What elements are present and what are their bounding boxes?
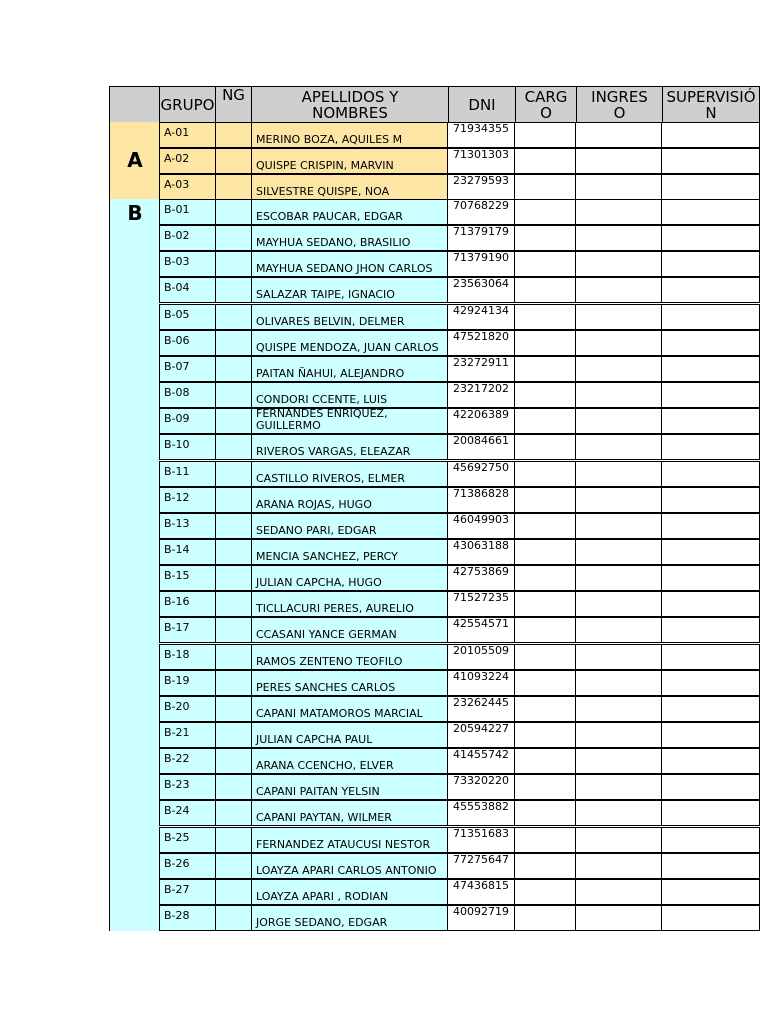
cell-dni: 23262445 bbox=[447, 696, 515, 722]
cell-code: B-07 bbox=[159, 356, 216, 382]
cell-cargo bbox=[514, 591, 576, 617]
cell-cargo bbox=[514, 722, 576, 748]
cell-name: PAITAN ÑAHUI, ALEJANDRO bbox=[251, 356, 448, 382]
cell-supervision bbox=[661, 225, 760, 251]
cell-supervision bbox=[661, 382, 760, 408]
cell-supervision bbox=[661, 696, 760, 722]
cell-cargo bbox=[514, 382, 576, 408]
cell-ng bbox=[215, 148, 252, 174]
cell-supervision bbox=[661, 487, 760, 513]
cell-dni: 20084661 bbox=[447, 434, 515, 460]
cell-code: B-10 bbox=[159, 434, 216, 460]
cell-name: ARANA CCENCHO, ELVER bbox=[251, 748, 448, 774]
cell-name: QUISPE MENDOZA, JUAN CARLOS bbox=[251, 330, 448, 356]
cell-supervision bbox=[661, 879, 760, 905]
header-cargo: CARGO bbox=[515, 86, 577, 123]
cell-ng bbox=[215, 644, 252, 670]
table-row bbox=[159, 644, 760, 670]
cell-ng bbox=[215, 487, 252, 513]
cell-name: ARANA ROJAS, HUGO bbox=[251, 487, 448, 513]
cell-cargo bbox=[514, 905, 576, 931]
header-ingreso: INGRESO bbox=[576, 86, 663, 123]
cell-code: B-03 bbox=[159, 251, 216, 277]
cell-name: JULIAN CAPCHA, HUGO bbox=[251, 565, 448, 591]
cell-ingreso bbox=[575, 565, 662, 591]
cell-dni: 71301303 bbox=[447, 148, 515, 174]
table-row bbox=[159, 356, 760, 382]
cell-dni: 73320220 bbox=[447, 774, 515, 800]
cell-ingreso bbox=[575, 696, 662, 722]
cell-cargo bbox=[514, 879, 576, 905]
cell-cargo bbox=[514, 174, 576, 200]
cell-name: MENCIA SANCHEZ, PERCY bbox=[251, 539, 448, 565]
cell-ingreso bbox=[575, 277, 662, 303]
cell-supervision bbox=[661, 644, 760, 670]
table-row bbox=[159, 513, 760, 539]
cell-ingreso bbox=[575, 722, 662, 748]
cell-ng bbox=[215, 304, 252, 330]
cell-dni: 71379179 bbox=[447, 225, 515, 251]
cell-dni: 71351683 bbox=[447, 827, 515, 853]
cell-name: RAMOS ZENTENO TEOFILO bbox=[251, 644, 448, 670]
header-supervision: SUPERVISIÓN bbox=[662, 86, 760, 123]
table-row bbox=[159, 539, 760, 565]
cell-supervision bbox=[661, 356, 760, 382]
cell-ng bbox=[215, 277, 252, 303]
header-ng: NG bbox=[215, 86, 252, 123]
cell-dni: 46049903 bbox=[447, 513, 515, 539]
cell-name: SEDANO PARI, EDGAR bbox=[251, 513, 448, 539]
table-row bbox=[159, 670, 760, 696]
cell-code: B-05 bbox=[159, 304, 216, 330]
cell-code: A-01 bbox=[159, 122, 216, 148]
cell-ng bbox=[215, 774, 252, 800]
cell-supervision bbox=[661, 434, 760, 460]
cell-ingreso bbox=[575, 461, 662, 487]
cell-dni: 71386828 bbox=[447, 487, 515, 513]
cell-name: MAYHUA SEDANO JHON CARLOS bbox=[251, 251, 448, 277]
cell-ingreso bbox=[575, 434, 662, 460]
cell-supervision bbox=[661, 174, 760, 200]
cell-ng bbox=[215, 696, 252, 722]
table-row bbox=[159, 434, 760, 460]
cell-ingreso bbox=[575, 225, 662, 251]
cell-ng bbox=[215, 356, 252, 382]
cell-name: ESCOBAR PAUCAR, EDGAR bbox=[251, 199, 448, 225]
cell-supervision bbox=[661, 513, 760, 539]
table-row bbox=[159, 853, 760, 879]
cell-cargo bbox=[514, 827, 576, 853]
table-row bbox=[159, 122, 760, 148]
cell-code: B-23 bbox=[159, 774, 216, 800]
cell-name: CONDORI CCENTE, LUIS bbox=[251, 382, 448, 408]
header-blank-cell bbox=[109, 86, 160, 123]
group-a-label: A bbox=[127, 148, 143, 172]
cell-ingreso bbox=[575, 774, 662, 800]
cell-ng bbox=[215, 722, 252, 748]
cell-name: JORGE SEDANO, EDGAR bbox=[251, 905, 448, 931]
cell-cargo bbox=[514, 225, 576, 251]
header-apellidos: APELLIDOS Y NOMBRES bbox=[251, 86, 449, 123]
cell-code: B-01 bbox=[159, 199, 216, 225]
cell-cargo bbox=[514, 774, 576, 800]
cell-supervision bbox=[661, 408, 760, 434]
cell-cargo bbox=[514, 800, 576, 826]
cell-supervision bbox=[661, 148, 760, 174]
table-row bbox=[159, 304, 760, 330]
cell-name: TICLLACURI PERES, AURELIO bbox=[251, 591, 448, 617]
cell-code: B-16 bbox=[159, 591, 216, 617]
cell-cargo bbox=[514, 617, 576, 643]
cell-dni: 70768229 bbox=[447, 199, 515, 225]
cell-ng bbox=[215, 251, 252, 277]
cell-ingreso bbox=[575, 644, 662, 670]
cell-ingreso bbox=[575, 251, 662, 277]
cell-ingreso bbox=[575, 487, 662, 513]
cell-cargo bbox=[514, 461, 576, 487]
cell-cargo bbox=[514, 696, 576, 722]
cell-code: B-14 bbox=[159, 539, 216, 565]
cell-supervision bbox=[661, 251, 760, 277]
table-row bbox=[159, 461, 760, 487]
cell-cargo bbox=[514, 644, 576, 670]
cell-ingreso bbox=[575, 408, 662, 434]
header-dni: DNI bbox=[448, 86, 516, 123]
cell-ingreso bbox=[575, 199, 662, 225]
cell-cargo bbox=[514, 539, 576, 565]
table-row bbox=[159, 905, 760, 931]
cell-code: B-22 bbox=[159, 748, 216, 774]
cell-dni: 20594227 bbox=[447, 722, 515, 748]
cell-dni: 40092719 bbox=[447, 905, 515, 931]
cell-dni: 42753869 bbox=[447, 565, 515, 591]
cell-supervision bbox=[661, 304, 760, 330]
cell-cargo bbox=[514, 408, 576, 434]
cell-cargo bbox=[514, 330, 576, 356]
cell-code: B-02 bbox=[159, 225, 216, 251]
cell-name: CAPANI PAITAN YELSIN bbox=[251, 774, 448, 800]
cell-dni: 41455742 bbox=[447, 748, 515, 774]
cell-code: B-25 bbox=[159, 827, 216, 853]
table-row bbox=[159, 199, 760, 225]
cell-supervision bbox=[661, 774, 760, 800]
cell-name: FERNANDES ENRIQUEZ, GUILLERMO bbox=[251, 408, 448, 434]
cell-ingreso bbox=[575, 330, 662, 356]
cell-ingreso bbox=[575, 879, 662, 905]
table-row bbox=[159, 174, 760, 200]
cell-supervision bbox=[661, 330, 760, 356]
cell-code: B-28 bbox=[159, 905, 216, 931]
cell-supervision bbox=[661, 199, 760, 225]
cell-supervision bbox=[661, 722, 760, 748]
cell-dni: 47521820 bbox=[447, 330, 515, 356]
cell-ng bbox=[215, 565, 252, 591]
cell-ingreso bbox=[575, 905, 662, 931]
cell-code: B-04 bbox=[159, 277, 216, 303]
table-row bbox=[159, 748, 760, 774]
cell-code: B-20 bbox=[159, 696, 216, 722]
cell-ingreso bbox=[575, 670, 662, 696]
cell-ingreso bbox=[575, 617, 662, 643]
cell-ng bbox=[215, 461, 252, 487]
cell-ng bbox=[215, 408, 252, 434]
table-row bbox=[159, 148, 760, 174]
table-row bbox=[159, 487, 760, 513]
cell-cargo bbox=[514, 487, 576, 513]
cell-dni: 42206389 bbox=[447, 408, 515, 434]
cell-ng bbox=[215, 800, 252, 826]
cell-ng bbox=[215, 539, 252, 565]
cell-dni: 45692750 bbox=[447, 461, 515, 487]
cell-cargo bbox=[514, 565, 576, 591]
cell-ng bbox=[215, 905, 252, 931]
group-b-band bbox=[109, 199, 160, 931]
cell-ingreso bbox=[575, 827, 662, 853]
cell-code: B-26 bbox=[159, 853, 216, 879]
table-row bbox=[159, 251, 760, 277]
cell-ingreso bbox=[575, 356, 662, 382]
cell-ng bbox=[215, 827, 252, 853]
cell-name: SALAZAR TAIPE, IGNACIO bbox=[251, 277, 448, 303]
cell-dni: 23272911 bbox=[447, 356, 515, 382]
cell-supervision bbox=[661, 905, 760, 931]
cell-name: JULIAN CAPCHA PAUL bbox=[251, 722, 448, 748]
cell-code: B-17 bbox=[159, 617, 216, 643]
cell-code: B-08 bbox=[159, 382, 216, 408]
cell-name: SILVESTRE QUISPE, NOA bbox=[251, 174, 448, 200]
cell-dni: 71934355 bbox=[447, 122, 515, 148]
cell-dni: 47436815 bbox=[447, 879, 515, 905]
cell-code: A-03 bbox=[159, 174, 216, 200]
cell-supervision bbox=[661, 461, 760, 487]
cell-cargo bbox=[514, 148, 576, 174]
cell-supervision bbox=[661, 670, 760, 696]
cell-ng bbox=[215, 513, 252, 539]
table-row bbox=[159, 827, 760, 853]
cell-code: B-27 bbox=[159, 879, 216, 905]
cell-ng bbox=[215, 853, 252, 879]
cell-cargo bbox=[514, 277, 576, 303]
cell-dni: 77275647 bbox=[447, 853, 515, 879]
table-row bbox=[159, 565, 760, 591]
cell-code: B-13 bbox=[159, 513, 216, 539]
cell-ng bbox=[215, 225, 252, 251]
cell-code: B-06 bbox=[159, 330, 216, 356]
cell-dni: 23279593 bbox=[447, 174, 515, 200]
cell-cargo bbox=[514, 356, 576, 382]
table-row bbox=[159, 382, 760, 408]
header-grupo: GRUPO bbox=[159, 86, 216, 123]
cell-name: CASTILLO RIVEROS, ELMER bbox=[251, 461, 448, 487]
table-row bbox=[159, 408, 760, 434]
cell-name: PERES SANCHES CARLOS bbox=[251, 670, 448, 696]
cell-name: MERINO BOZA, AQUILES M bbox=[251, 122, 448, 148]
cell-cargo bbox=[514, 513, 576, 539]
cell-name: RIVEROS VARGAS, ELEAZAR bbox=[251, 434, 448, 460]
cell-code: B-12 bbox=[159, 487, 216, 513]
cell-dni: 43063188 bbox=[447, 539, 515, 565]
table-row bbox=[159, 800, 760, 826]
cell-ingreso bbox=[575, 591, 662, 617]
cell-dni: 42924134 bbox=[447, 304, 515, 330]
table-row bbox=[159, 696, 760, 722]
cell-ingreso bbox=[575, 539, 662, 565]
cell-ng bbox=[215, 330, 252, 356]
cell-dni: 41093224 bbox=[447, 670, 515, 696]
cell-supervision bbox=[661, 617, 760, 643]
cell-ng bbox=[215, 174, 252, 200]
cell-name: OLIVARES BELVIN, DELMER bbox=[251, 304, 448, 330]
cell-dni: 23217202 bbox=[447, 382, 515, 408]
cell-supervision bbox=[661, 827, 760, 853]
table-row bbox=[159, 722, 760, 748]
cell-cargo bbox=[514, 199, 576, 225]
table-row bbox=[159, 879, 760, 905]
cell-ingreso bbox=[575, 513, 662, 539]
cell-code: B-19 bbox=[159, 670, 216, 696]
cell-cargo bbox=[514, 853, 576, 879]
cell-ng bbox=[215, 617, 252, 643]
cell-code: B-18 bbox=[159, 644, 216, 670]
cell-supervision bbox=[661, 853, 760, 879]
cell-dni: 71379190 bbox=[447, 251, 515, 277]
cell-dni: 42554571 bbox=[447, 617, 515, 643]
table-row bbox=[159, 591, 760, 617]
cell-name: MAYHUA SEDANO, BRASILIO bbox=[251, 225, 448, 251]
cell-cargo bbox=[514, 251, 576, 277]
cell-ng bbox=[215, 199, 252, 225]
cell-ingreso bbox=[575, 748, 662, 774]
table-row bbox=[159, 277, 760, 303]
cell-code: B-15 bbox=[159, 565, 216, 591]
cell-cargo bbox=[514, 434, 576, 460]
cell-supervision bbox=[661, 565, 760, 591]
cell-code: B-11 bbox=[159, 461, 216, 487]
cell-name: FERNANDEZ ATAUCUSI NESTOR bbox=[251, 827, 448, 853]
table-row bbox=[159, 774, 760, 800]
cell-ng bbox=[215, 591, 252, 617]
cell-name: LOAYZA APARI , RODIAN bbox=[251, 879, 448, 905]
cell-ng bbox=[215, 670, 252, 696]
cell-code: B-09 bbox=[159, 408, 216, 434]
cell-ingreso bbox=[575, 148, 662, 174]
cell-ng bbox=[215, 122, 252, 148]
cell-name: CAPANI PAYTAN, WILMER bbox=[251, 800, 448, 826]
cell-ng bbox=[215, 879, 252, 905]
group-a-band bbox=[109, 122, 160, 200]
cell-supervision bbox=[661, 539, 760, 565]
cell-ingreso bbox=[575, 174, 662, 200]
cell-dni: 71527235 bbox=[447, 591, 515, 617]
cell-ng bbox=[215, 382, 252, 408]
cell-cargo bbox=[514, 670, 576, 696]
cell-ingreso bbox=[575, 800, 662, 826]
group-b-label: B bbox=[127, 201, 143, 225]
cell-ingreso bbox=[575, 382, 662, 408]
cell-supervision bbox=[661, 748, 760, 774]
table-row bbox=[159, 330, 760, 356]
cell-ingreso bbox=[575, 853, 662, 879]
table-row bbox=[159, 225, 760, 251]
cell-supervision bbox=[661, 591, 760, 617]
cell-cargo bbox=[514, 122, 576, 148]
cell-cargo bbox=[514, 304, 576, 330]
cell-name: LOAYZA APARI CARLOS ANTONIO bbox=[251, 853, 448, 879]
cell-dni: 20105509 bbox=[447, 644, 515, 670]
cell-dni: 23563064 bbox=[447, 277, 515, 303]
cell-ingreso bbox=[575, 304, 662, 330]
cell-supervision bbox=[661, 800, 760, 826]
cell-code: B-21 bbox=[159, 722, 216, 748]
cell-name: QUISPE CRISPIN, MARVIN bbox=[251, 148, 448, 174]
table-row bbox=[159, 617, 760, 643]
cell-code: A-02 bbox=[159, 148, 216, 174]
cell-supervision bbox=[661, 122, 760, 148]
cell-supervision bbox=[661, 277, 760, 303]
cell-ng bbox=[215, 434, 252, 460]
cell-dni: 45553882 bbox=[447, 800, 515, 826]
cell-name: CAPANI MATAMOROS MARCIAL bbox=[251, 696, 448, 722]
cell-cargo bbox=[514, 748, 576, 774]
cell-code: B-24 bbox=[159, 800, 216, 826]
cell-ingreso bbox=[575, 122, 662, 148]
cell-name: CCASANI YANCE GERMAN bbox=[251, 617, 448, 643]
cell-ng bbox=[215, 748, 252, 774]
